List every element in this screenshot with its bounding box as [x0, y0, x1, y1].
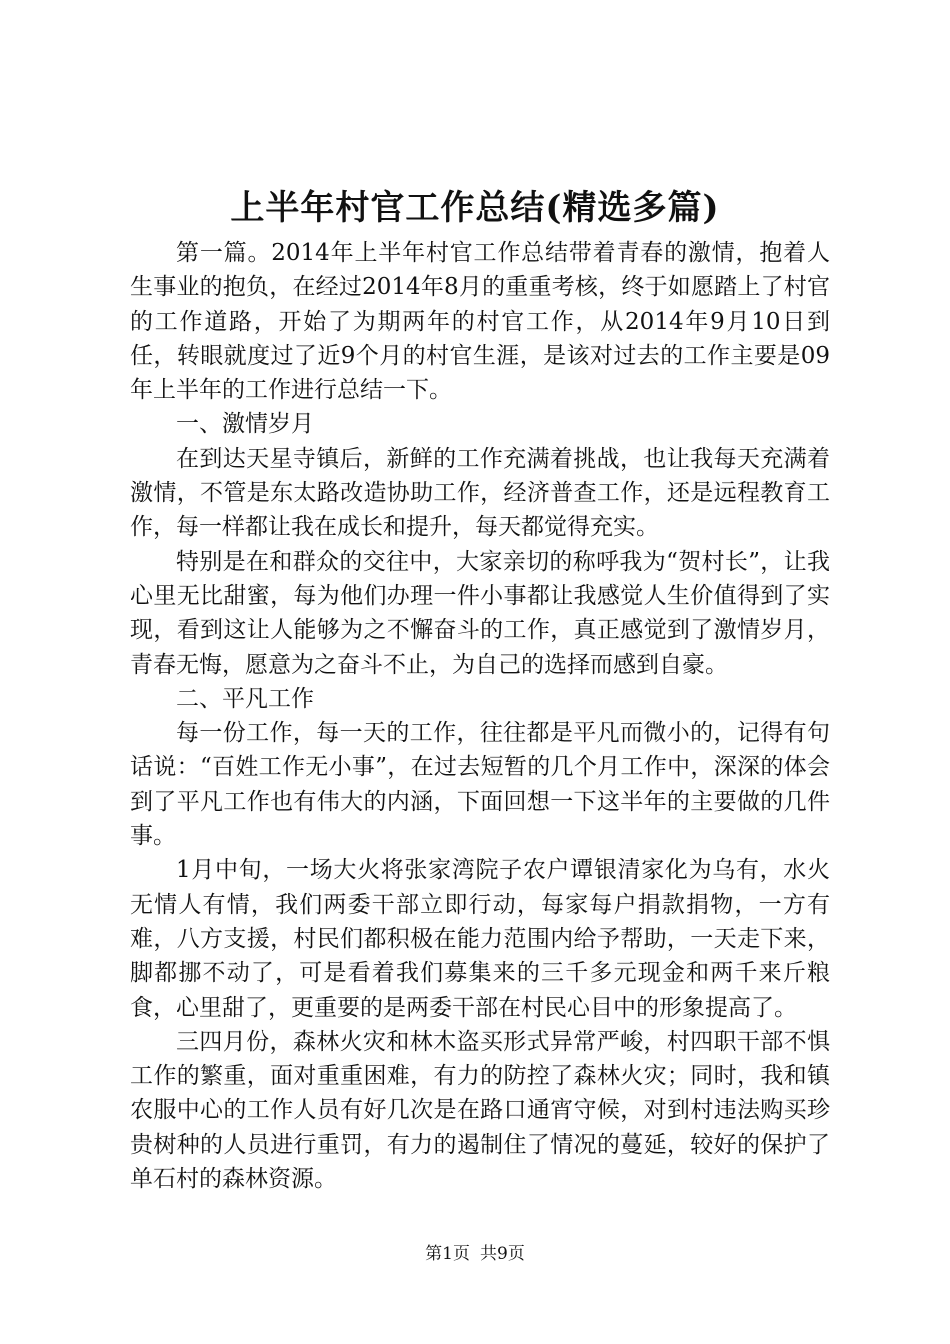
- page-total: 共9页: [480, 1244, 525, 1264]
- section-heading: 一、激情岁月: [176, 411, 314, 438]
- page-number: 第1页: [425, 1244, 470, 1264]
- section-heading: 二、平凡工作: [176, 685, 314, 712]
- page-footer: [0, 1242, 950, 1266]
- paragraph: 每一份工作，每一天的工作，往往都是平凡而微小的，记得有句话说：“百姓工作无小事”，在过去短暂的几个月工作中，深深的体会到了平凡工作也有伟大的内涵，下面回想一下这半年的主要做的几件事。: [130, 720, 830, 850]
- paragraph: 1月中旬，一场大火将张家湾院子农户谭银清家化为乌有，水火无情人有情，我们两委干部立即行动，每家每户捐款捐物，一方有难，八方支援，村民们都积极在能力范围内给予帮助，一天走下来，脚都挪不动了，可是看着我们募集来的三千多元现金和两千来斤粮食，心里甜了，更重要的是两委干部在村民心目中的形象提高了。: [130, 857, 830, 1021]
- paragraph: 在到达天星寺镇后，新鲜的工作充满着挑战，也让我每天充满着激情，不管是东太路改造协助工作，经济普查工作，还是远程教育工作，每一样都让我在成长和提升，每天都觉得充实。: [130, 445, 830, 541]
- paragraph: 第一篇。2014年上半年村官工作总结带着青春的激情，抱着人生事业的抱负，在经过2014年8月的重重考核，终于如愿踏上了村官的工作道路，开始了为期两年的村官工作，从2014年9月10日到任，转眼就度过了近9个月的村官生涯，是该对过去的工作主要是09年上半年的工作进行总结一下。: [130, 240, 830, 404]
- paragraph: 特别是在和群众的交往中，大家亲切的称呼我为“贺村长”，让我心里无比甜蜜，每为他们办理一件小事都让我感觉人生价值得到了实现，看到这让人能够为之不懈奋斗的工作，真正感觉到了激情岁月，青春无悔，愿意为之奋斗不止，为自己的选择而感到自豪。: [130, 548, 830, 678]
- document-title: 上半年村官工作总结(精选多篇): [230, 188, 720, 228]
- document-body: [130, 236, 830, 1196]
- paragraph: 三四月份，森林火灾和林木盗买形式异常严峻，村四职干部不惧工作的繁重，面对重重困难，有力的防控了森林火灾；同时，我和镇农服中心的工作人员有好几次是在路口通宵守候，对到村违法购买珍贵树种的人员进行重罚，有力的遏制住了情况的蔓延，较好的保护了单石村的森林资源。: [130, 1028, 830, 1193]
